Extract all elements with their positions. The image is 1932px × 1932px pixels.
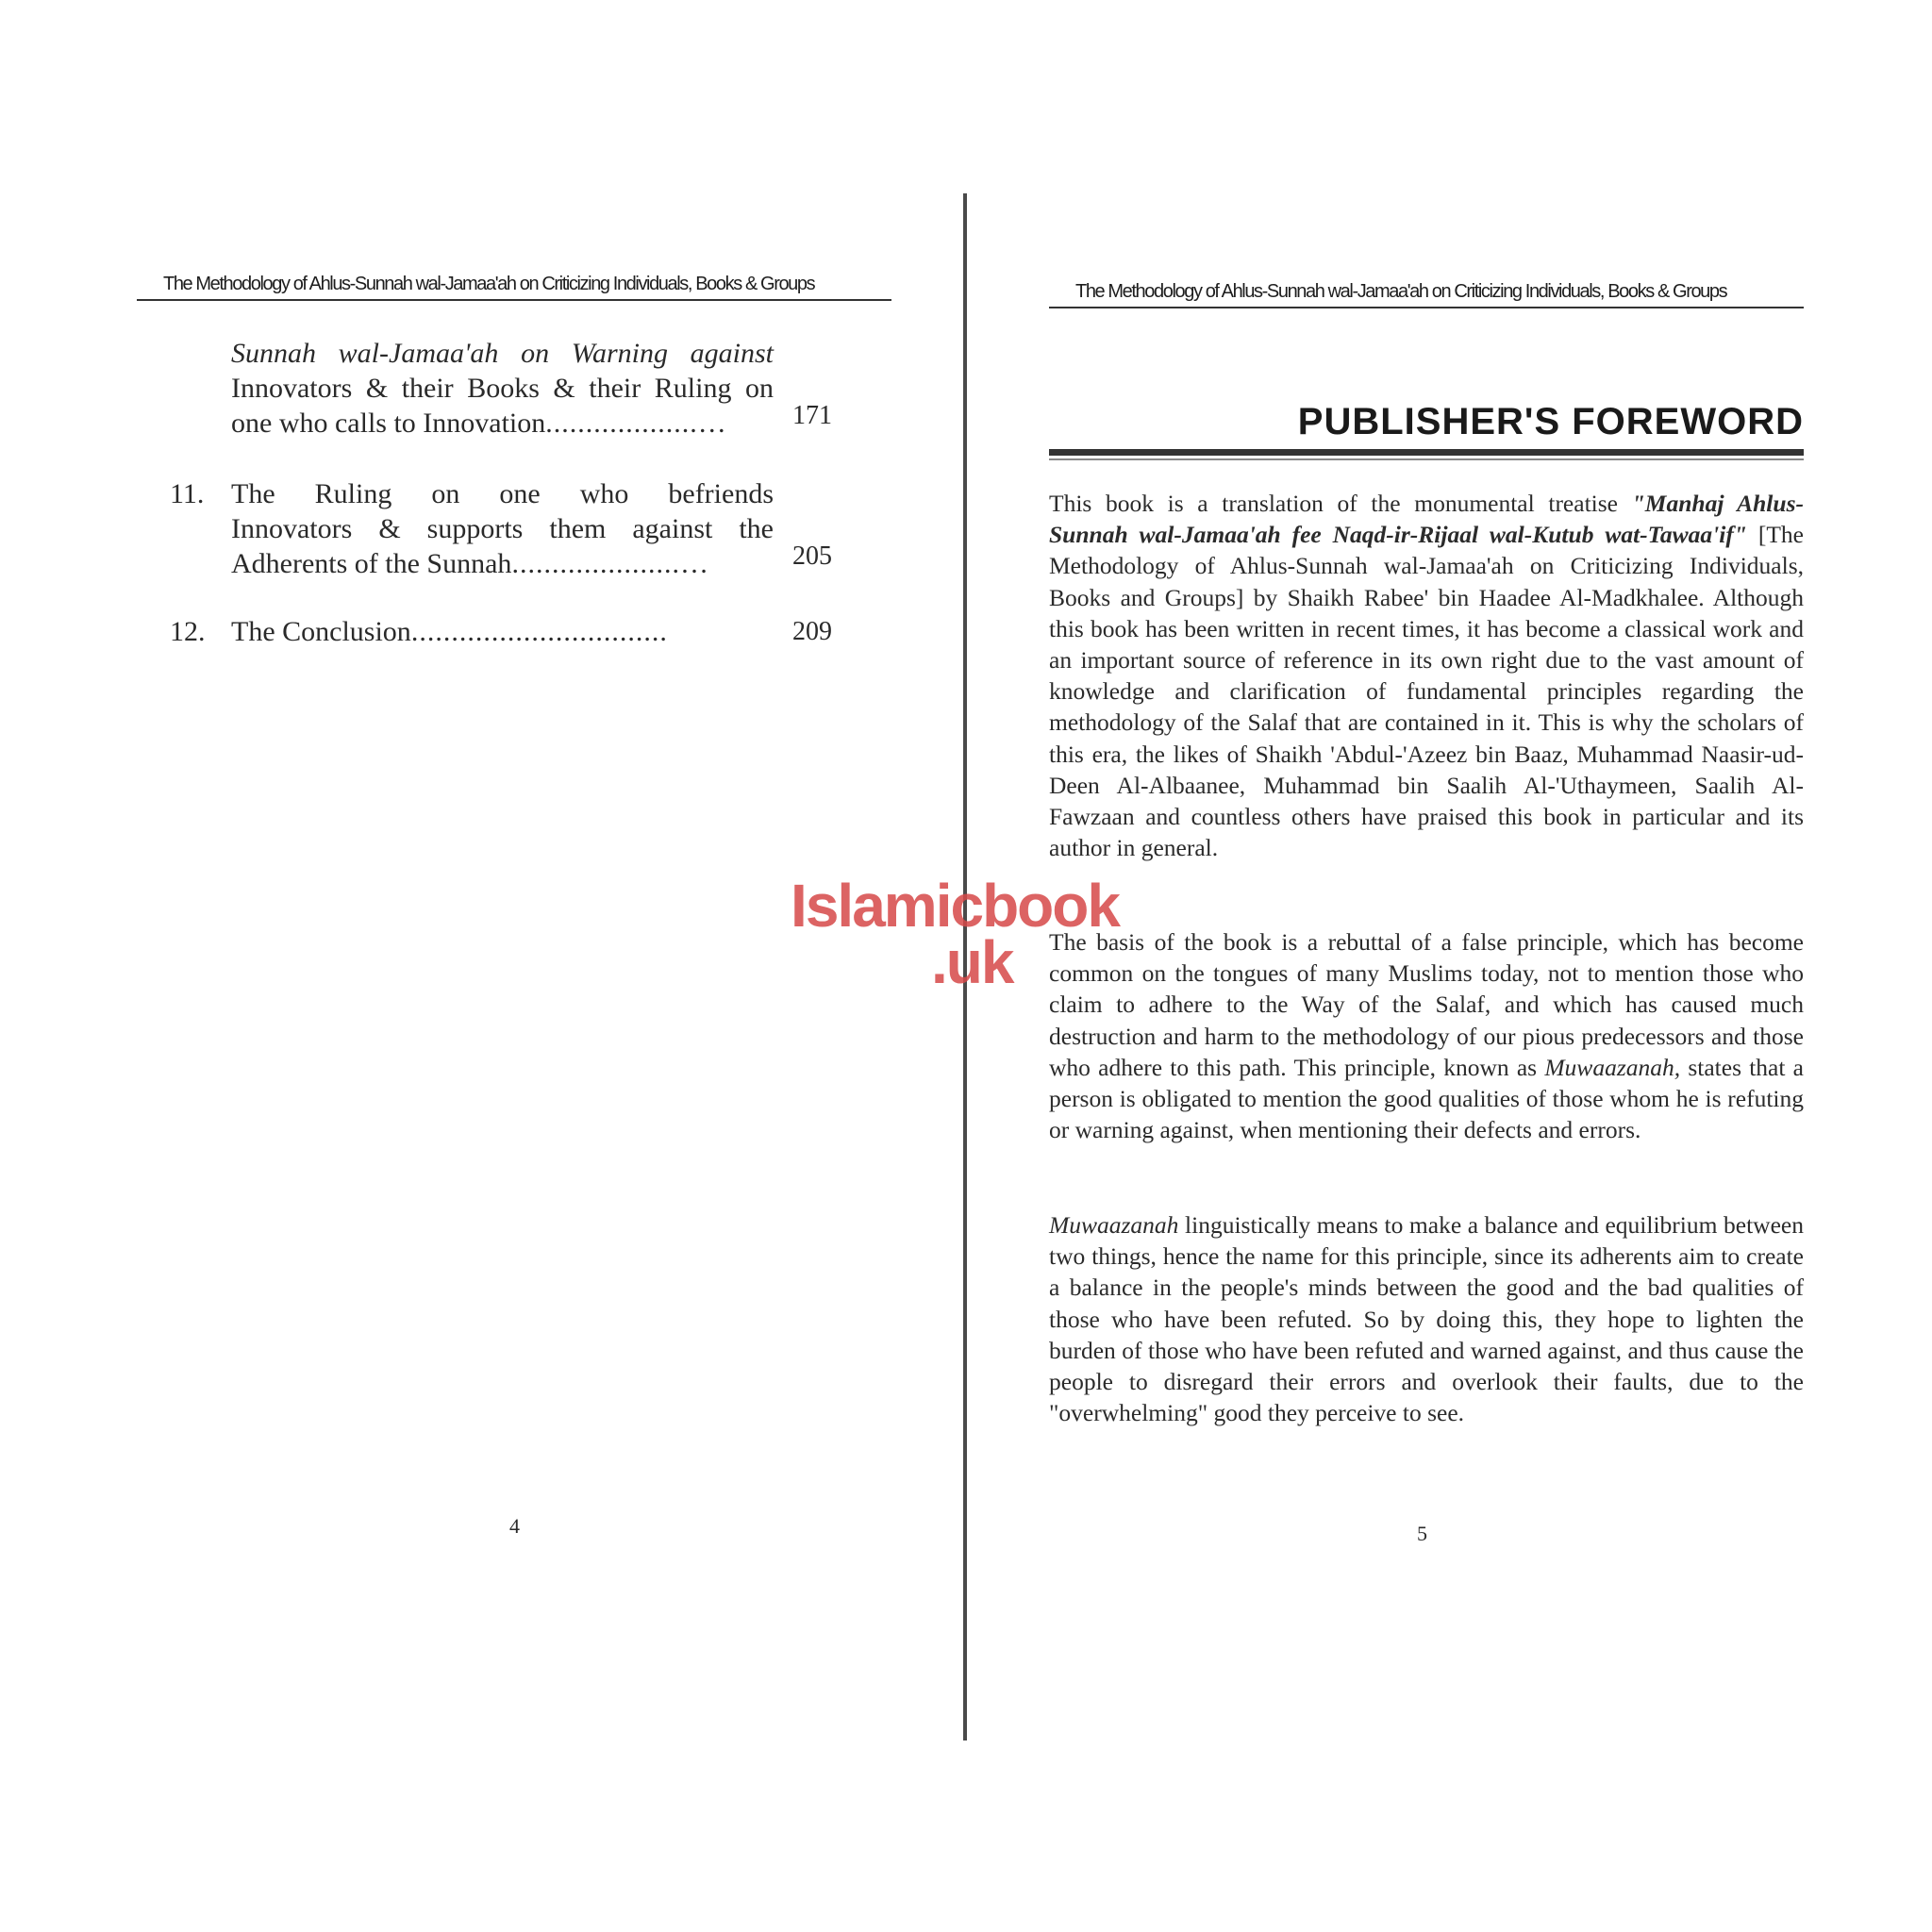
toc-leader: .....................… — [511, 548, 709, 579]
running-head-right: The Methodology of Ahlus-Sunnah wal-Jamaa'ah on Criticizing Individuals, Books & Groups — [1049, 281, 1804, 308]
toc-leader: ...................… — [545, 408, 727, 439]
toc-entry-text — [231, 614, 774, 649]
toc-line-last — [231, 614, 774, 649]
watermark-line-2: .uk — [931, 928, 1013, 996]
toc-line: Sunnah wal-Jamaa'ah on Warning against — [231, 338, 774, 369]
term-italic: Muwaazanah, — [1544, 1053, 1681, 1081]
watermark-line-1: Islamicbook — [791, 872, 1119, 940]
toc-line: Innovators & their Books & their Ruling on — [231, 373, 774, 404]
page-number-right: 5 — [1417, 1522, 1427, 1545]
toc-line-text: one who calls to Innovation — [231, 408, 546, 439]
page-number-left: 4 — [509, 1514, 520, 1538]
running-head-left: The Methodology of Ahlus-Sunnah wal-Jamaa'ah on Criticizing Individuals, Books & Groups — [137, 274, 891, 301]
book-title-arabic: "Manhaj Ahlus-Sunnah wal-Jamaa'ah fee Naqd-ir-Rijaal wal-Kutub wat-Tawaa'if" — [1049, 490, 1804, 549]
term-italic: Muwaazanah — [1049, 1211, 1179, 1239]
toc-line-last — [231, 546, 774, 581]
toc-line-text: The Conclusion — [231, 616, 411, 647]
toc-number: 11. — [170, 478, 205, 509]
toc-line: The Ruling on one who befriends — [231, 478, 774, 509]
toc-page-number: 171 — [792, 401, 832, 430]
paragraph-text: [The Methodology of Ahlus-Sunnah wal-Jamaa'ah on Criticizing Individuals, Books and Groups] by Shaikh Rabee' bin Haadee Al-Madkhalee. Although this book has been written in recent times, it has become a classical work and an important source of reference in its own right due to the vast amount of knowledge and clarification of fundamental principles regarding the methodology of the Salaf that are contained in it. This is why the scholars of this era, the likes of Shaikh 'Abdul-'Azeez bin Baaz, Muhammad Naasir-ud-Deen Al-Albaanee, Muhammad bin Saalih Al-'Uthaymeen, Saalih Al-Fawzaan and countless others have praised this book in particular and its author in general. — [1049, 521, 1804, 862]
paragraph-1 — [1049, 488, 1804, 863]
toc-entry-text — [231, 476, 774, 581]
toc-leader: ................................ — [410, 616, 668, 647]
heading-rule-thin — [1049, 458, 1804, 460]
paragraph-text: linguistically means to make a balance and equilibrium between two things, hence the name for this principle, since its adherents aim to create a balance in the people's minds between the good and the bad qualities of those who have been refuted. So by doing this, they hope to lighten the burden of those who have been refuted and warned against, and thus cause the people to disregard their errors and overlook their faults, due to the "overwhelming" good they perceive to see. — [1049, 1211, 1804, 1427]
paragraph-text: This book is a translation of the monumental treatise — [1049, 490, 1632, 517]
toc-line-text: Adherents of the Sunnah — [231, 548, 512, 579]
toc-line-last — [231, 406, 774, 441]
toc-number: 12. — [170, 616, 206, 647]
heading-rule — [1049, 449, 1804, 456]
toc-entry-text — [231, 336, 774, 441]
toc-page-number: 209 — [792, 617, 832, 646]
paragraph-text: The basis of the book is a rebuttal of a false principle, which has become common on the tongues of many Muslims today, not to mention those who claim to adhere to the Way of the Salaf, and which has caused much destruction and harm to the methodology of our pious predecessors and those who adhere to this path. This principle, known as — [1049, 928, 1804, 1081]
toc-page-number: 205 — [792, 541, 832, 571]
toc-line: Innovators & supports them against the — [231, 513, 774, 544]
paragraph-2 — [1049, 926, 1804, 1145]
paragraph-text: states that a person is obligated to mention the good qualities of those whom he is refuting or warning against, when mentioning their defects and errors. — [1049, 1053, 1804, 1144]
page-title: PUBLISHER'S FOREWORD — [1297, 401, 1804, 442]
paragraph-3 — [1049, 1209, 1804, 1428]
watermark — [766, 872, 1143, 996]
